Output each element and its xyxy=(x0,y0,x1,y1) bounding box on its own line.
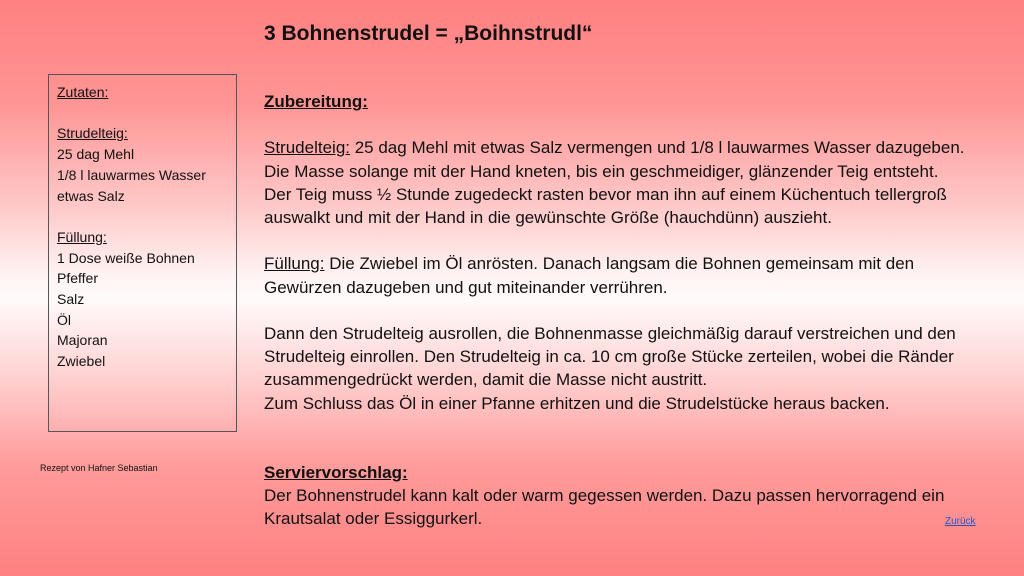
roll-line: Zum Schluss das Öl in einer Pfanne erhitzen und die Strudelstücke heraus backen. xyxy=(264,393,890,413)
preparation-section xyxy=(264,90,1004,530)
ingredient-item: Pfeffer xyxy=(57,270,98,287)
ingredient-item: 1 Dose weiße Bohnen xyxy=(57,249,195,266)
ingredients-heading: Zutaten: xyxy=(57,84,109,100)
serving-line: Der Bohnenstrudel kann kalt oder warm gegessen werden. Dazu passen hervorragend ein xyxy=(264,486,945,505)
ingredient-item: 25 dag Mehl xyxy=(57,146,135,163)
roll-line: zusammengedrückt werden, damit die Masse nicht austritt. xyxy=(264,370,708,390)
recipe-credit: Rezept von Hafner Sebastian xyxy=(40,463,158,473)
ingredient-item: Majoran xyxy=(57,332,108,349)
roll-line: Strudelteig einrollen. Den Strudelteig in ca. 10 cm große Stücke zerteilen, wobei die Ränder xyxy=(264,347,954,367)
filling-ingredients-heading: Füllung: xyxy=(57,228,107,245)
filling-label: Füllung: xyxy=(264,254,325,274)
dough-label: Strudelteig: xyxy=(264,138,350,158)
roll-line: Dann den Strudelteig ausrollen, die Bohnenmasse gleichmäßig darauf verstreichen und den xyxy=(264,323,956,343)
ingredient-item: Salz xyxy=(57,291,85,307)
page-title: 3 Bohnenstrudel = „Boihnstrudl“ xyxy=(264,22,593,45)
dough-ingredients-heading: Strudelteig: xyxy=(57,125,128,142)
filling-text: Die Zwiebel im Öl anrösten. Danach langsam die Bohnen gemeinsam mit den xyxy=(324,254,915,274)
serving-line: Krautsalat oder Essiggurkerl. xyxy=(264,509,483,529)
ingredient-item: 1/8 l lauwarmes Wasser xyxy=(57,166,206,183)
dough-line: auswalkt und mit der Hand in die gewünschte Größe (hauchdünn) auszieht. xyxy=(264,208,832,227)
dough-line: Die Masse solange mit der Hand kneten, bis ein geschmeidiger, glänzender Teig entsteht. xyxy=(264,161,939,181)
ingredient-item: etwas Salz xyxy=(57,187,125,204)
filling-line: Gewürzen dazugeben und gut miteinander verrühren. xyxy=(264,277,668,297)
preparation-heading: Zubereitung: xyxy=(264,92,368,111)
dough-text: 25 dag Mehl mit etwas Salz vermengen und 1/8 l lauwarmes Wasser dazugeben. xyxy=(350,138,965,158)
ingredients-box xyxy=(48,74,237,432)
serving-heading: Serviervorschlag: xyxy=(264,462,408,482)
back-link[interactable]: Zurück xyxy=(945,516,976,527)
dough-paragraph xyxy=(264,136,1004,159)
ingredient-item: Öl xyxy=(57,311,71,328)
ingredient-item: Zwiebel xyxy=(57,353,106,370)
filling-paragraph xyxy=(264,252,1004,275)
dough-line: Der Teig muss ½ Stunde zugedeckt rasten bevor man ihn auf einem Küchentuch tellergroß xyxy=(264,184,947,204)
